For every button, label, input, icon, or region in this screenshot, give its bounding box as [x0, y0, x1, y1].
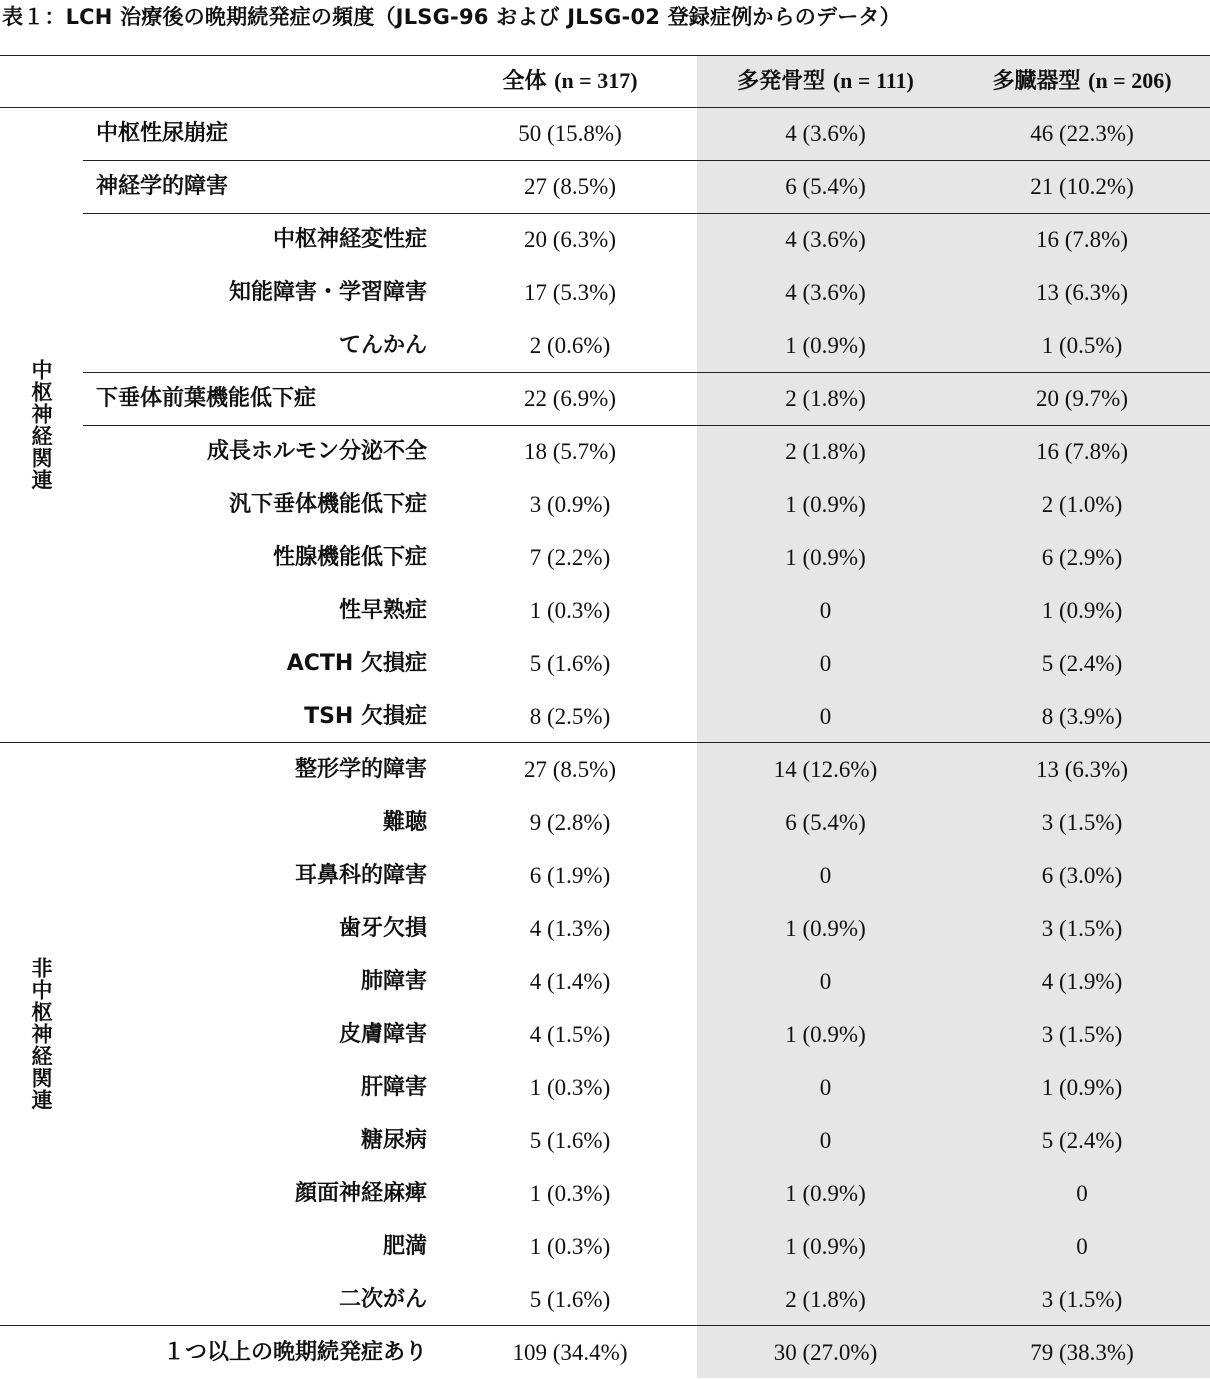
row-label: 中枢神経変性症 — [272, 227, 427, 252]
column-header-count: (n = 111) — [832, 68, 914, 93]
table-cell: 5 (1.6%) — [529, 1287, 611, 1312]
table-cell: 2 (1.8%) — [785, 1287, 866, 1312]
table-cell: 3 (1.5%) — [1041, 810, 1123, 835]
table-cell: 16 (7.8%) — [1036, 439, 1128, 464]
table-cell: 1 (0.9%) — [785, 916, 866, 941]
column-header-count: (n = 206) — [1088, 68, 1172, 93]
table-cell: 20 (9.7%) — [1036, 386, 1128, 411]
table-cell: 8 (2.5%) — [529, 704, 611, 729]
table-cell: 1 (0.5%) — [1041, 333, 1123, 358]
table-cell: 1 (0.3%) — [529, 1234, 611, 1259]
table-cell: 4 (3.6%) — [785, 280, 866, 305]
total-divider — [0, 1325, 1210, 1326]
table-title: 表１：LCH 治療後の晩期続発症の頻度（JLSG-96 および JLSG-02 登録症例からのデータ） — [2, 5, 901, 29]
column-header-name: 多発骨型 — [737, 69, 826, 94]
row-label: 性早熟症 — [338, 598, 427, 623]
table-cell: 5 (1.6%) — [529, 651, 611, 676]
row-divider — [83, 213, 1210, 214]
table-cell: 1 (0.3%) — [529, 1181, 611, 1206]
table-cell: 1 (0.9%) — [785, 333, 866, 358]
row-divider — [83, 425, 1210, 426]
row-label: 汎下垂体機能低下症 — [228, 492, 427, 517]
column-header-name: 多臓器型 — [992, 69, 1081, 94]
group-label-cns — [18, 107, 64, 742]
row-label: 二次がん — [338, 1287, 427, 1312]
row-label: 下垂体前葉機能低下症 — [96, 386, 317, 411]
row-label: 肝障害 — [360, 1075, 427, 1100]
table-cell: 20 (6.3%) — [524, 227, 616, 252]
table-cell: 1 (0.9%) — [785, 492, 866, 517]
group-label-non-cns-text: 非中枢神経関連 — [29, 956, 53, 1111]
table-cell: 3 (1.5%) — [1041, 1022, 1123, 1047]
row-label: てんかん — [338, 333, 427, 358]
table-cell: 30 (27.0%) — [773, 1340, 878, 1365]
column-header — [954, 55, 1210, 107]
table-cell: 5 (2.4%) — [1041, 651, 1123, 676]
table-cell: 79 (38.3%) — [1030, 1340, 1134, 1365]
group-label-cns-text: 中枢神経関連 — [29, 358, 53, 491]
header-bottom-rule — [0, 107, 1210, 108]
row-label: 中枢性尿崩症 — [96, 121, 229, 146]
table-cell: 1 (0.9%) — [785, 1234, 866, 1259]
table-cell: 5 (2.4%) — [1041, 1128, 1123, 1153]
column-header-name: 全体 — [502, 69, 547, 94]
table-cell: 4 (3.6%) — [785, 121, 866, 146]
table-cell: 1 (0.9%) — [785, 1022, 866, 1047]
table-cell: 0 — [1076, 1234, 1088, 1259]
table-cell: 0 — [819, 704, 832, 729]
table-cell: 1 (0.9%) — [1041, 598, 1123, 623]
table-cell: 6 (3.0%) — [1041, 863, 1123, 888]
row-label: 耳鼻科的障害 — [294, 863, 427, 888]
table-cell: 0 — [819, 969, 832, 994]
table-cell: 4 (1.5%) — [529, 1022, 611, 1047]
row-label: 知能障害・学習障害 — [228, 280, 427, 305]
table-cell: 8 (3.9%) — [1041, 704, 1123, 729]
group-label-non-cns — [18, 742, 64, 1325]
table-cell: 13 (6.3%) — [1036, 757, 1128, 782]
row-label: TSH 欠損症 — [304, 704, 427, 729]
column-header — [697, 55, 954, 107]
table-cell: 1 (0.3%) — [529, 1075, 611, 1100]
table-cell: 21 (10.2%) — [1030, 174, 1134, 199]
table-cell: 17 (5.3%) — [524, 280, 616, 305]
table-cell: 6 (1.9%) — [529, 863, 611, 888]
row-label: 成長ホルモン分泌不全 — [206, 439, 427, 464]
table-cell: 13 (6.3%) — [1036, 280, 1128, 305]
table-cell: 9 (2.8%) — [529, 810, 611, 835]
row-label: 神経学的障害 — [96, 174, 229, 199]
table-cell: 4 (1.9%) — [1041, 969, 1123, 994]
row-label: １つ以上の晩期続発症あり — [162, 1340, 427, 1365]
row-label: 肥満 — [382, 1234, 427, 1259]
section-divider — [0, 742, 1210, 743]
table-cell: 14 (12.6%) — [773, 757, 878, 782]
table-cell: 2 (1.8%) — [785, 439, 866, 464]
table-cell: 27 (8.5%) — [524, 174, 616, 199]
table-cell: 2 (0.6%) — [529, 333, 611, 358]
table-cell: 1 (0.3%) — [529, 598, 611, 623]
table-cell: 6 (5.4%) — [785, 810, 866, 835]
table-cell: 1 (0.9%) — [785, 1181, 866, 1206]
table-cell: 0 — [819, 1075, 832, 1100]
table-cell: 4 (1.3%) — [529, 916, 611, 941]
table-cell: 27 (8.5%) — [524, 757, 616, 782]
table-cell: 50 (15.8%) — [518, 121, 622, 146]
column-header — [443, 55, 697, 107]
row-label: 難聴 — [382, 810, 427, 835]
table-cell: 3 (0.9%) — [529, 492, 611, 517]
row-divider — [83, 372, 1210, 373]
table-cell: 18 (5.7%) — [524, 439, 616, 464]
table-cell: 22 (6.9%) — [524, 386, 616, 411]
row-label: 歯牙欠損 — [338, 916, 427, 941]
table-cell: 16 (7.8%) — [1036, 227, 1128, 252]
column-header-count: (n = 317) — [554, 68, 638, 93]
table-cell: 1 (0.9%) — [1041, 1075, 1123, 1100]
row-label: 整形学的障害 — [294, 757, 427, 782]
row-label: ACTH 欠損症 — [286, 651, 427, 676]
row-label: 糖尿病 — [360, 1128, 427, 1153]
row-label: 性腺機能低下症 — [272, 545, 427, 570]
table-cell: 109 (34.4%) — [512, 1340, 628, 1365]
row-label: 皮膚障害 — [338, 1022, 427, 1047]
table-cell: 0 — [1076, 1181, 1088, 1206]
table-cell: 0 — [819, 863, 832, 888]
table-cell: 7 (2.2%) — [529, 545, 611, 570]
table-cell: 5 (1.6%) — [529, 1128, 611, 1153]
table-cell: 4 (3.6%) — [785, 227, 866, 252]
table-cell: 0 — [819, 598, 832, 623]
table-cell: 6 (5.4%) — [785, 174, 866, 199]
table-cell: 3 (1.5%) — [1041, 1287, 1123, 1312]
row-label: 顔面神経麻痺 — [294, 1181, 427, 1206]
table-cell: 4 (1.4%) — [529, 969, 611, 994]
table-cell: 2 (1.8%) — [785, 386, 866, 411]
table-cell: 2 (1.0%) — [1041, 492, 1123, 517]
table-cell: 0 — [819, 1128, 832, 1153]
row-label: 肺障害 — [360, 969, 427, 994]
row-divider — [83, 160, 1210, 161]
table-cell: 6 (2.9%) — [1041, 545, 1123, 570]
table-cell: 46 (22.3%) — [1030, 121, 1134, 146]
table-cell: 1 (0.9%) — [785, 545, 866, 570]
header-top-rule — [0, 55, 1210, 56]
table-cell: 0 — [819, 651, 832, 676]
table-cell: 3 (1.5%) — [1041, 916, 1123, 941]
